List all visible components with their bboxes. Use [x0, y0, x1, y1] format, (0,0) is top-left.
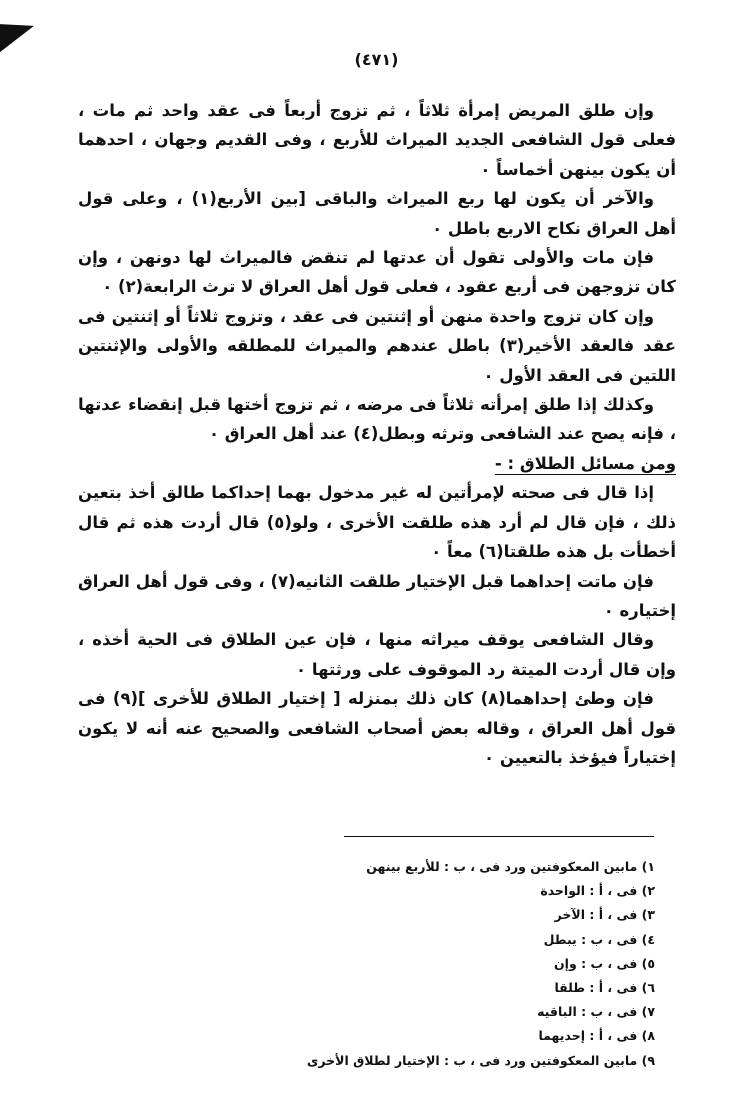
- paragraph: وكذلك إذا طلق إمرأته ثلاثاً فى مرضه ، ثم تزوج أختها قبل إنقضاء عدتها ، فإنه يصح عند الشافعى وترثه وبطل(٤) عند أهل العراق ٠: [78, 395, 676, 444]
- paragraph: وإن كان تزوج واحدة منهن أو إثنتين فى عقد ، وتزوج ثلاثاً أو إثنتين فى عقد فالعقد الأخير(٣) باطل عندهم والميراث للمطلقه والأولى والإثنتين اللتين فى العقد الأول ٠: [78, 306, 676, 385]
- page-corner-mark: [0, 12, 34, 52]
- footnote: ٣) فى ، أ : الآخر: [554, 907, 655, 923]
- footnote: ١) مابين المعكوفتين ورد فى ، ب : للأربع بينهن: [366, 859, 655, 874]
- paragraph: إذا قال فى صحته لإمرأتين له غير مدخول بهما إحداكما طالق أخذ بتعين ذلك ، فإن قال لم أرد هذه طلقت الأخرى ، ولو(٥) قال أردت هذه ثم قال أخطأت بل هذه طلقتا(٦) معاً ٠: [78, 483, 676, 562]
- footnote: ٨) فى ، أ : إحديهما: [538, 1028, 655, 1044]
- section-heading-text: ومن مسائل الطلاق : -: [494, 453, 676, 473]
- paragraph: فإن ماتت إحداهما قبل الإختيار طلقت الثانيه(٧) ، وفى قول أهل العراق إختياره ٠: [78, 571, 676, 620]
- footnote: ٧) فى ، ب : الباقيه: [537, 1004, 655, 1020]
- paragraph: وقال الشافعى يوقف ميراثه منها ، فإن عين الطلاق فى الحية أخذه ، وإن قال أردت الميتة رد الموقوف على ورثتها ٠: [78, 630, 676, 679]
- footnotes: [300, 855, 655, 1073]
- footnote: ٤) فى ، ب : يبطل: [543, 931, 655, 947]
- paragraph: والآخر أن يكون لها ربع الميراث والباقى [بين الأربع(١) ، وعلى قول أهل العراق نكاح الاربع باطل ٠: [78, 189, 676, 238]
- footnote: ٢) فى ، أ : الواحدة: [540, 883, 655, 899]
- page-number: (٤٧١): [354, 50, 399, 69]
- footnote: ٥) فى ، ب : وإن: [554, 955, 655, 971]
- section-heading: [78, 449, 676, 478]
- paragraph: فإن وطئ إحداهما(٨) كان ذلك بمنزله [ إختيار الطلاق للأخرى ](٩) فى قول أهل العراق ، وقاله بعض أصحاب الشافعى والصحيح عنه أنه لا يكون إختياراً فيؤخذ بالتعيين ٠: [78, 689, 676, 767]
- footnote: ٦) فى ، أ : طلقا: [554, 980, 655, 996]
- paragraph: وإن طلق المريض إمرأة ثلاثاً ، ثم تزوج أربعاً فى عقد واحد ثم مات ، فعلى قول الشافعى الجديد الميراث للأربع ، وفى القديم وجهان ، احدهما أن يكون بينهن أخماساً ٠: [78, 101, 676, 179]
- paragraph: فإن مات والأولى تقول أن عدتها لم تنقض فالميراث لها دونهن ، وإن كان تزوجهن فى أربع عقود ، فعلى قول أهل العراق لا ترث الرابعة(٢) ٠: [78, 248, 676, 297]
- footnote: ٩) مابين المعكوفتين ورد فى ، ب : الإختيار لطلاق الأخرى: [306, 1052, 655, 1068]
- footnote-divider: [344, 836, 654, 837]
- body-text: [78, 96, 676, 772]
